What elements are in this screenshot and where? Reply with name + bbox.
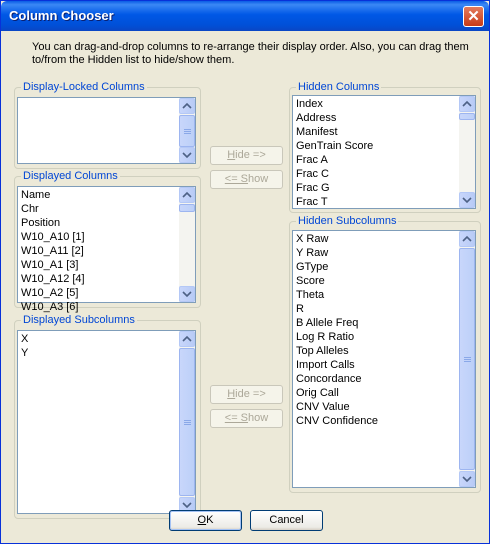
list-item[interactable]: Position (21, 217, 61, 229)
list-item[interactable]: W10_A2 [5] (21, 287, 79, 299)
hidden-columns-list[interactable] (292, 95, 476, 209)
list-item[interactable]: Frac T (296, 196, 328, 208)
hidden-subcolumns-list[interactable] (292, 230, 476, 488)
displayed-subcolumns-group (14, 314, 201, 519)
scroll-up-arrow-icon[interactable] (179, 98, 195, 114)
list-item[interactable]: W10_A11 [2] (21, 245, 84, 257)
list-item[interactable]: X Raw (296, 233, 329, 245)
show-subcolumns-accelerator: <= S (224, 412, 249, 424)
list-item[interactable]: Frac G (296, 182, 330, 194)
list-item[interactable]: GenTrain Score (296, 140, 374, 152)
list-item[interactable]: Top Alleles (296, 345, 349, 357)
list-items (21, 332, 178, 360)
list-item[interactable]: Index (296, 98, 323, 110)
list-item[interactable]: R (296, 303, 304, 315)
scroll-thumb[interactable] (459, 113, 475, 120)
show-subcolumns-label: how (248, 412, 269, 424)
scroll-down-arrow-icon[interactable] (459, 192, 475, 208)
list-item[interactable]: W10_A3 [6] (21, 301, 79, 313)
scroll-thumb[interactable] (459, 248, 475, 470)
list-item[interactable]: B Allele Freq (296, 317, 359, 329)
list-item[interactable]: Concordance (296, 373, 362, 385)
hidden-columns-legend: Hidden Columns (298, 81, 380, 93)
list-item[interactable]: W10_A10 [1] (21, 231, 85, 243)
hide-subcolumns-label: ide => (235, 388, 266, 400)
list-item[interactable]: Y Raw (296, 247, 329, 259)
title-bar[interactable] (1, 1, 489, 31)
scroll-up-arrow-icon[interactable] (459, 96, 475, 112)
scroll-up-arrow-icon[interactable] (179, 187, 195, 203)
list-items (296, 232, 458, 428)
list-item[interactable]: Orig Call (296, 387, 339, 399)
list-item[interactable]: Y (21, 347, 29, 359)
list-item[interactable]: Log R Ratio (296, 331, 355, 343)
list-item[interactable]: Manifest (296, 126, 338, 138)
hidden-subcolumns-legend: Hidden Subcolumns (298, 215, 397, 227)
scroll-thumb[interactable] (179, 204, 195, 212)
list-item[interactable]: Chr (21, 203, 39, 215)
hidden-columns-group (289, 81, 481, 213)
list-item[interactable]: Theta (296, 289, 325, 301)
hidden-subcolumns-group (289, 215, 481, 493)
cancel-button[interactable]: Cancel (250, 510, 323, 531)
display-locked-list[interactable] (17, 97, 196, 164)
scroll-up-arrow-icon[interactable] (459, 231, 475, 247)
hide-columns-button[interactable] (210, 146, 283, 165)
list-item[interactable]: CNV Confidence (296, 415, 378, 427)
list-item[interactable]: Frac A (296, 154, 328, 166)
instructions-text: You can drag-and-drop columns to re-arrange their display order. Also, you can drag them to/from the Hidden list to hide/show them. (32, 41, 469, 66)
scroll-thumb[interactable] (179, 115, 195, 147)
list-item[interactable]: Name (21, 189, 51, 201)
hide-columns-accelerator: H (227, 149, 236, 161)
scroll-down-arrow-icon[interactable] (459, 471, 475, 487)
display-locked-group (14, 81, 201, 169)
close-button[interactable]: ✕ (463, 6, 484, 27)
displayed-columns-list[interactable] (17, 186, 196, 313)
show-columns-label: how (248, 173, 269, 185)
displayed-subcolumns-legend: Displayed Subcolumns (23, 314, 135, 326)
displayed-columns-group (14, 170, 201, 313)
list-item[interactable]: X (21, 333, 29, 345)
list-item[interactable]: Address (296, 112, 337, 124)
scroll-down-arrow-icon[interactable] (179, 147, 195, 163)
displayed-columns-legend: Displayed Columns (23, 170, 118, 182)
show-columns-accelerator: <= S (224, 173, 249, 185)
list-items (21, 188, 178, 314)
list-item[interactable]: W10_A1 [3] (21, 259, 79, 271)
list-item[interactable]: Frac C (296, 168, 329, 180)
show-columns-button[interactable] (210, 170, 283, 189)
hide-subcolumns-button[interactable] (210, 385, 283, 404)
list-item[interactable]: GType (296, 261, 329, 273)
vertical-scrollbar[interactable] (179, 331, 195, 513)
list-item[interactable]: W10_A12 [4] (21, 273, 85, 285)
scroll-down-arrow-icon[interactable] (179, 286, 195, 302)
vertical-scrollbar[interactable] (179, 187, 195, 302)
scroll-up-arrow-icon[interactable] (179, 331, 195, 347)
display-locked-legend: Display-Locked Columns (23, 81, 145, 93)
ok-button[interactable] (169, 510, 242, 531)
dialog-body (4, 31, 486, 541)
vertical-scrollbar[interactable] (459, 96, 475, 208)
displayed-subcolumns-list[interactable] (17, 330, 196, 514)
list-item[interactable]: Score (296, 275, 325, 287)
hide-subcolumns-accelerator: H (227, 388, 236, 400)
vertical-scrollbar[interactable] (459, 231, 475, 487)
scroll-thumb[interactable] (179, 348, 195, 496)
list-items (296, 97, 458, 209)
hide-columns-label: ide => (235, 149, 266, 161)
window-title: Column Chooser (9, 8, 114, 23)
show-subcolumns-button[interactable] (210, 409, 283, 428)
list-item[interactable]: Import Calls (296, 359, 355, 371)
ok-accelerator: O (197, 514, 207, 526)
list-item[interactable]: CNV Value (296, 401, 350, 413)
vertical-scrollbar[interactable] (179, 98, 195, 163)
ok-label: K (206, 514, 214, 526)
